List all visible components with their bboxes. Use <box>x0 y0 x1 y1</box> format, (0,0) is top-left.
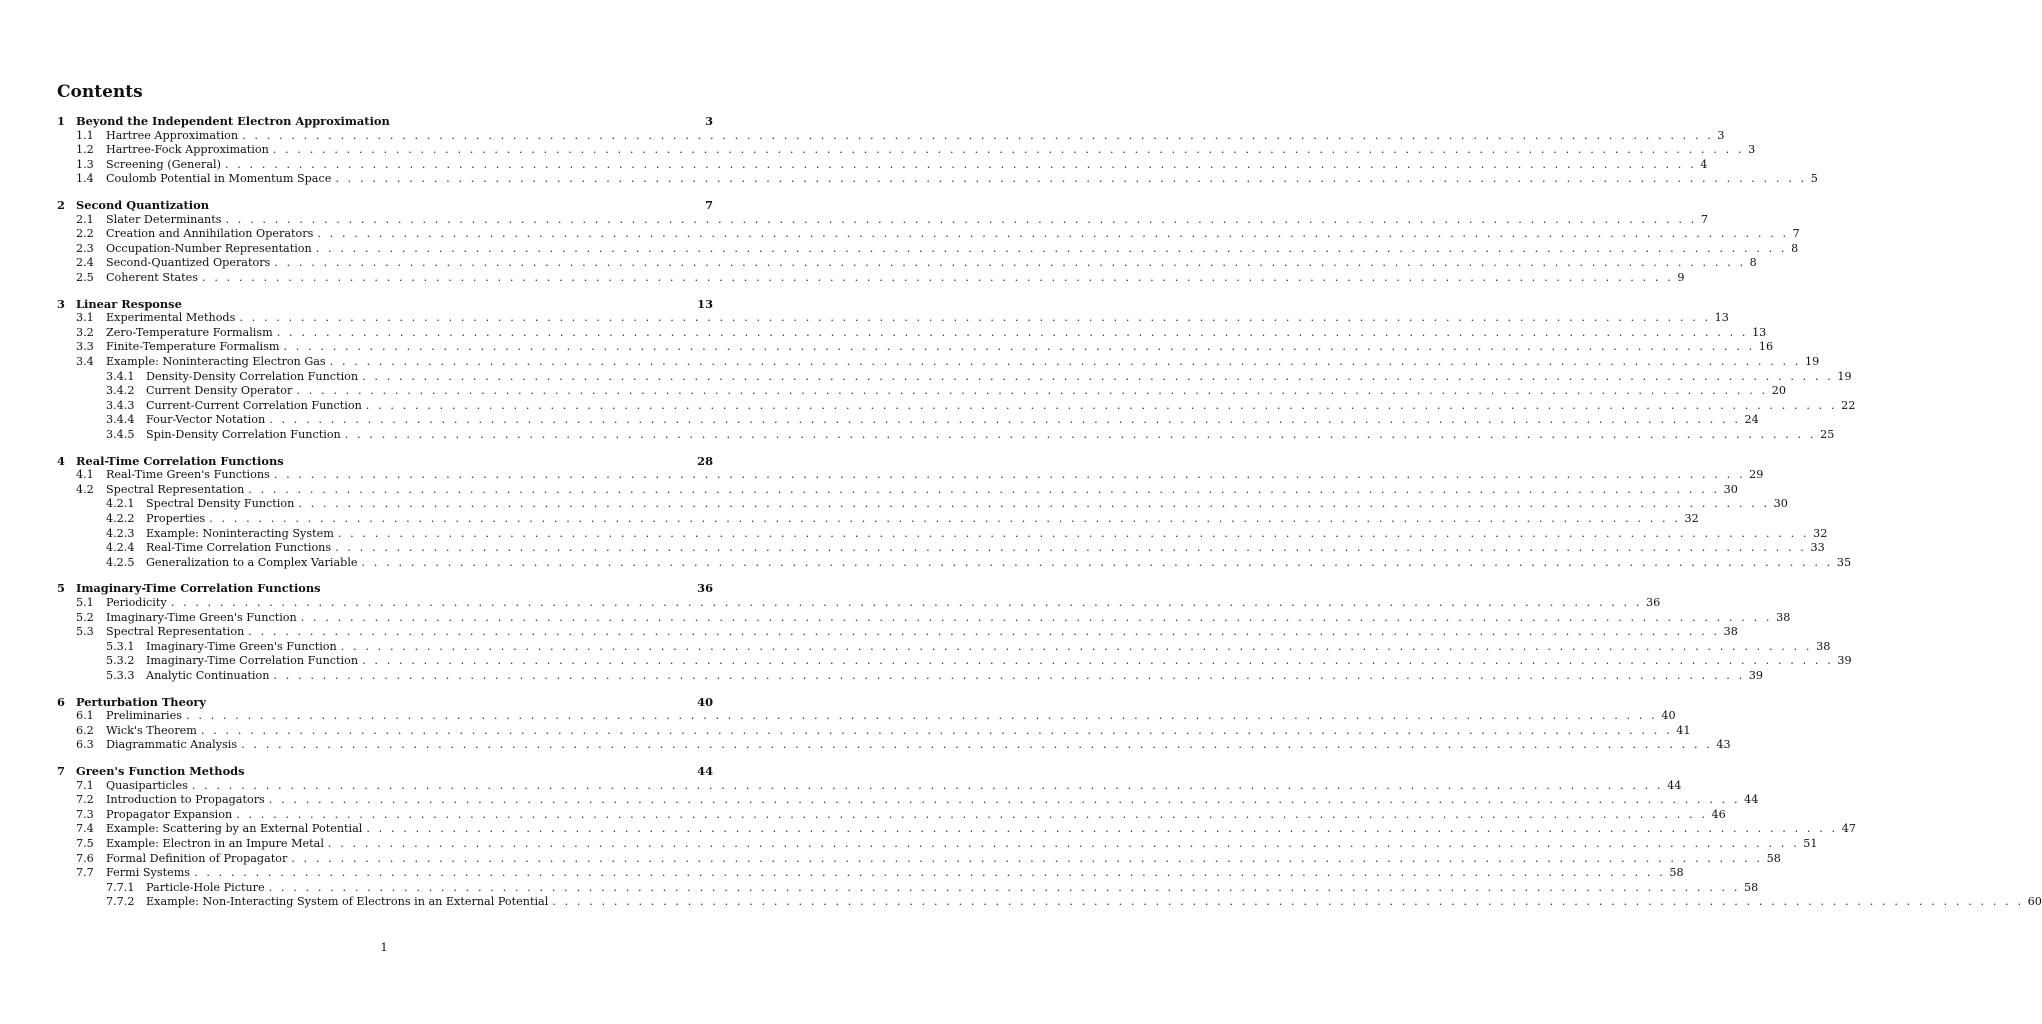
toc-entry-section[interactable] <box>57 325 1767 340</box>
toc-entry-number: 2.3 <box>76 241 94 255</box>
toc-entry-number: 1 <box>57 114 65 128</box>
toc-entry-page: 44 <box>697 764 713 778</box>
toc-entry-title: Spin-Density Correlation Function <box>146 428 341 441</box>
toc-entry-subsection[interactable] <box>57 669 1763 683</box>
toc-entry-title: Creation and Annihilation Operators <box>106 227 314 241</box>
toc-entry-section[interactable] <box>57 172 1818 186</box>
toc-leader-dots: . . . . . . . . . . . . . . . . . . . . . . . . . . . . . . . . . . . . . . . . . . . . . . . . . . . . . . . . . . . . . . . . . . . . . . . . . . . . . . . . . . . . . . . . . . . . . . . . . . . . . . . . . . . . . . . . . . . . . . . . <box>337 526 1810 540</box>
toc-entry-page: 44 <box>1667 778 1682 792</box>
toc-entry-title: Four-Vector Notation <box>146 413 266 427</box>
toc-entry-subsection[interactable] <box>57 512 1699 526</box>
toc-entry-title: Current-Current Correlation Function <box>146 398 362 412</box>
toc-entry-title: Diagrammatic Analysis <box>106 738 238 752</box>
toc-entry-title: Spectral Representation <box>106 625 245 639</box>
toc-leader-dots: . . . . . . . . . . . . . . . . . . . . . . . . . . . . . . . . . . . . . . . . . . . . . . . . . . . . . . . . . . . . . . . . . . . . . . . . . . . . . . . . . . . . . . . . . . . . . . . . . . . . . . . . . . . . . . . . . . . . . . . . <box>273 468 1746 482</box>
toc-entry-number: 5.3 <box>76 625 94 639</box>
toc-entry-number: 4.2.4 <box>106 541 135 555</box>
toc-entry-number: 5.3.3 <box>106 669 135 682</box>
toc-entry-page: 38 <box>1776 610 1791 624</box>
toc-leader-dots: . . . . . . . . . . . . . . . . . . . . . . . . . . . . . . . . . . . . . . . . . . . . . . . . . . . . . . . . . . . . . . . . . . . . . . . . . . . . . . . . . . . . . . . . . . . . . . . . . . . . . . . . . . . . . . . . . . . . . . . . <box>366 822 1838 836</box>
toc-leader-dots: . . . . . . . . . . . . . . . . . . . . . . . . . . . . . . . . . . . . . . . . . . . . . . . . . . . . . . . . . . . . . . . . . . . . . . . . . . . . . . . . . . . . . . . . . . . . . . . . . . . . . . . . . . . . . . . . . . . . . . . . <box>194 866 1666 880</box>
toc-leader-dots: . . . . . . . . . . . . . . . . . . . . . . . . . . . . . . . . . . . . . . . . . . . . . . . . . . . . . . . . . . . . . . . . . . . . . . . . . . . . . . . . . . . . . . . . . . . . . . . . . . . . . . . . . . . . . . . . . . . . . . . . <box>362 654 1834 668</box>
toc-entry-page: 38 <box>1816 639 1831 653</box>
toc-entry-number: 2.1 <box>76 212 94 226</box>
toc-entry-section[interactable] <box>57 807 1726 822</box>
toc-leader-dots: . . . . . . . . . . . . . . . . . . . . . . . . . . . . . . . . . . . . . . . . . . . . . . . . . . . . . . . . . . . . . . . . . . . . . . . . . . . . . . . . . . . . . . . . . . . . . . . . . . . . . . . . . . . . . . . . . . . . . . . . <box>236 807 1708 821</box>
toc-entry-title: Preliminaries <box>106 709 183 723</box>
toc-entry-section[interactable] <box>57 738 1731 752</box>
toc-leader-dots: . . . . . . . . . . . . . . . . . . . . . . . . . . . . . . . . . . . . . . . . . . . . . . . . . . . . . . . . . . . . . . . . . . . . . . . . . . . . . . . . . . . . . . . . . . . . . . . . . . . . . . . . . . . . . . . . . . . . . . . . <box>209 512 1681 525</box>
toc-entry-number: 7.7.2 <box>106 895 135 909</box>
toc-entry-number: 1.3 <box>76 157 94 171</box>
toc-entry-title: Generalization to a Complex Variable <box>146 555 358 569</box>
toc-entry-number: 3.4.4 <box>106 413 135 427</box>
toc-leader-dots: . . . . . . . . . . . . . . . . . . . . . . . . . . . . . . . . . . . . . . . . . . . . . . . . . . . . . . . . . . . . . . . . . . . . . . . . . . . . . . . . . . . . . . . . . . . . . . . . . . . . . . . . . . . . . . . . . . . . . . . . <box>298 497 1770 511</box>
toc-entry-number: 6.2 <box>76 723 94 737</box>
toc-entry-page: 19 <box>1837 369 1852 383</box>
toc-entry-page: 3 <box>1748 143 1756 157</box>
toc-entry-number: 4.1 <box>76 468 94 482</box>
toc-leader-dots: . . . . . . . . . . . . . . . . . . . . . . . . . . . . . . . . . . . . . . . . . . . . . . . . . . . . . . . . . . . . . . . . . . . . . . . . . . . . . . . . . . . . . . . . . . . . . . . . . . . . . . . . . . . . . . . . . . . . . . . . <box>361 555 1833 569</box>
toc-entry-page: 36 <box>1646 596 1661 609</box>
toc-entry-page: 22 <box>1841 398 1856 412</box>
toc-entry-page: 7 <box>705 198 713 212</box>
toc-entry-number: 3.4.5 <box>106 428 135 441</box>
toc-entry-page: 28 <box>697 453 713 468</box>
toc-leader-dots: . . . . . . . . . . . . . . . . . . . . . . . . . . . . . . . . . . . . . . . . . . . . . . . . . . . . . . . . . . . . . . . . . . . . . . . . . . . . . . . . . . . . . . . . . . . . . . . . . . . . . . . . . . . . . . . . . . . . . . . . <box>365 398 1838 412</box>
toc-entry-title: Real-Time Green's Functions <box>106 468 270 482</box>
toc-entry-section[interactable] <box>57 482 1738 497</box>
toc-entry-number: 7.7.1 <box>106 880 135 894</box>
toc-entry-number: 6.3 <box>76 738 94 752</box>
toc-entry-title: Linear Response <box>76 296 182 311</box>
toc-entry-title: Slater Determinants <box>106 212 222 226</box>
toc-entry-title: Current Density Operator <box>146 384 293 398</box>
toc-entry-number: 2.2 <box>76 227 94 241</box>
toc-entry-number: 2 <box>57 198 65 212</box>
toc-entry-title: Occupation-Number Representation <box>106 241 312 255</box>
toc-entry-number: 7.7 <box>76 866 94 880</box>
toc-leader-dots: . . . . . . . . . . . . . . . . . . . . . . . . . . . . . . . . . . . . . . . . . . . . . . . . . . . . . . . . . . . . . . . . . . . . . . . . . . . . . . . . . . . . . . . . . . . . . . . . . . . . . . . . . . . . . . . . . . . . . . . . <box>274 256 1746 270</box>
toc-entry-page: 8 <box>1791 241 1799 255</box>
toc-entry-section[interactable] <box>57 822 1856 836</box>
toc-leader-dots: . . . . . . . . . . . . . . . . . . . . . . . . . . . . . . . . . . . . . . . . . . . . . . . . . . . . . . . . . . . . . . . . . . . . . . . . . . . . . . . . . . . . . . . . . . . . . . . . . . . . . . . . . . . . . . . . . . . . . . . . <box>200 723 1673 737</box>
toc-entry-section[interactable] <box>57 778 1682 793</box>
toc-entry-number: 1.4 <box>76 172 94 186</box>
toc-entry-number: 5.3.2 <box>106 654 135 668</box>
toc-entry-section[interactable] <box>57 709 1676 723</box>
toc-entry-chapter[interactable] <box>57 695 713 709</box>
toc-entry-title: Imaginary-Time Green's Function <box>106 610 297 624</box>
toc-entry-page: 32 <box>1684 512 1699 525</box>
toc-entry-section[interactable] <box>57 723 1691 738</box>
toc-entry-title: Wick's Theorem <box>106 723 197 737</box>
toc-leader-dots: . . . . . . . . . . . . . . . . . . . . . . . . . . . . . . . . . . . . . . . . . . . . . . . . . . . . . . . . . . . . . . . . . . . . . . . . . . . . . . . . . . . . . . . . . . . . . . . . . . . . . . . . . . . . . . . . . . . . . . . . <box>283 340 1755 354</box>
toc-leader-dots: . . . . . . . . . . . . . . . . . . . . . . . . . . . . . . . . . . . . . . . . . . . . . . . . . . . . . . . . . . . . . . . . . . . . . . . . . . . . . . . . . . . . . . . . . . . . . . . . . . . . . . . . . . . . . . . . . . . . . . . . <box>202 271 1674 284</box>
toc-entry-page: 19 <box>1805 355 1820 368</box>
toc-entry-number: 3.3 <box>76 340 94 354</box>
toc-entry-chapter[interactable] <box>57 454 713 468</box>
toc-entry-number: 4 <box>57 453 65 468</box>
toc-leader-dots: . . . . . . . . . . . . . . . . . . . . . . . . . . . . . . . . . . . . . . . . . . . . . . . . . . . . . . . . . . . . . . . . . . . . . . . . . . . . . . . . . . . . . . . . . . . . . . . . . . . . . . . . . . . . . . . . . . . . . . . . <box>335 172 1807 186</box>
toc-entry-section[interactable] <box>57 355 1820 369</box>
toc-entry-number: 4.2.2 <box>106 512 135 525</box>
toc-entry-title: Imaginary-Time Green's Function <box>146 639 337 653</box>
toc-entry-page: 39 <box>1837 654 1852 668</box>
toc-entry-page: 13 <box>697 296 713 311</box>
toc-entry-title: Experimental Methods <box>106 311 236 325</box>
toc-entry-number: 3.4.2 <box>106 384 135 398</box>
toc-entry-page: 7 <box>1792 227 1800 241</box>
toc-entry-page: 40 <box>1661 709 1676 723</box>
toc-entry-title: Real-Time Correlation Functions <box>146 541 332 555</box>
toc-entry-chapter[interactable] <box>57 297 713 311</box>
toc-entry-section[interactable] <box>57 212 1708 227</box>
toc-entry-section[interactable] <box>57 241 1799 256</box>
toc-leader-dots: . . . . . . . . . . . . . . . . . . . . . . . . . . . . . . . . . . . . . . . . . . . . . . . . . . . . . . . . . . . . . . . . . . . . . . . . . . . . . . . . . . . . . . . . . . . . . . . . . . . . . . . . . . . . . . . . . . . . . . . . <box>335 541 1807 555</box>
toc-entry-page: 41 <box>1676 723 1691 737</box>
toc-entry-number: 4.2 <box>76 482 94 496</box>
toc-entry-number: 5.1 <box>76 596 94 609</box>
toc-entry-title: Example: Non-Interacting System of Electrons in an External Potential <box>146 895 549 909</box>
toc-leader-dots: . . . . . . . . . . . . . . . . . . . . . . . . . . . . . . . . . . . . . . . . . . . . . . . . . . . . . . . . . . . . . . . . . . . . . . . . . . . . . . . . . . . . . . . . . . . . . . . . . . . . . . . . . . . . . . . . . . . . . . . . <box>170 596 1643 609</box>
toc-entry-page: 30 <box>1723 482 1738 496</box>
toc-entry-number: 3.1 <box>76 311 94 325</box>
toc-leader-dots: . . . . . . . . . . . . . . . . . . . . . . . . . . . . . . . . . . . . . . . . . . . . . . . . . . . . . . . . . . . . . . . . . . . . . . . . . . . . . . . . . . . . . . . . . . . . . . . . . . . . . . . . . . . . . . . . . . . . . . . . <box>276 325 1749 339</box>
toc-leader-dots: . . . . . . . . . . . . . . . . . . . . . . . . . . . . . . . . . . . . . . . . . . . . . . . . . . . . . . . . . . . . . . . . . . . . . . . . . . . . . . . . . . . . . . . . . . . . . . . . . . . . . . . . . . . . . . . . . . . . . . . . <box>273 669 1745 682</box>
toc-entry-page: 5 <box>1810 172 1818 186</box>
toc-entry-subsection[interactable] <box>57 880 1759 895</box>
toc-entry-page: 40 <box>697 694 713 709</box>
toc-entry-page: 35 <box>1836 555 1852 569</box>
toc-entry-page: 39 <box>1748 669 1763 682</box>
toc-entry-page: 20 <box>1771 384 1786 398</box>
toc-entry-section[interactable] <box>57 157 1708 172</box>
toc-leader-dots: . . . . . . . . . . . . . . . . . . . . . . . . . . . . . . . . . . . . . . . . . . . . . . . . . . . . . . . . . . . . . . . . . . . . . . . . . . . . . . . . . . . . . . . . . . . . . . . . . . . . . . . . . . . . . . . . . . . . . . . . <box>362 369 1834 383</box>
toc-entry-page: 16 <box>1758 340 1774 354</box>
toc-entry-section[interactable] <box>57 596 1661 610</box>
toc-entry-page: 36 <box>697 581 713 596</box>
toc-entry-page: 4 <box>1700 157 1708 171</box>
toc-entry-title: Imaginary-Time Correlation Function <box>146 654 359 668</box>
toc-entry-section[interactable] <box>57 227 1800 241</box>
toc-entry-title: Spectral Density Function <box>146 497 295 511</box>
toc-entry-title: Quasiparticles <box>106 778 188 792</box>
toc-entry-chapter[interactable] <box>57 198 713 212</box>
toc-leader-dots: . . . . . . . . . . . . . . . . . . . . . . . . . . . . . . . . . . . . . . . . . . . . . . . . . . . . . . . . . . . . . . . . . . . . . . . . . . . . . . . . . . . . . . . . . . . . . . . . . . . . . . . . . . . . . . . . . . . . . . . . <box>300 610 1773 624</box>
toc-leader-dots: . . . . . . . . . . . . . . . . . . . . . . . . . . . . . . . . . . . . . . . . . . . . . . . . . . . . . . . . . . . . . . . . . . . . . . . . . . . . . . . . . . . . . . . . . . . . . . . . . . . . . . . . . . . . . . . . . . . . . . . . <box>186 709 1658 723</box>
toc-entry-page: 58 <box>1766 851 1781 865</box>
toc-entry-section[interactable] <box>57 311 1729 325</box>
toc-entry-page: 58 <box>1669 866 1684 880</box>
page-number: 1 <box>380 941 388 954</box>
toc-entry-number: 3.4 <box>76 355 94 368</box>
toc-entry-page: 38 <box>1723 625 1738 639</box>
toc-entry-number: 7.3 <box>76 807 94 821</box>
toc-leader-dots: . . . . . . . . . . . . . . . . . . . . . . . . . . . . . . . . . . . . . . . . . . . . . . . . . . . . . . . . . . . . . . . . . . . . . . . . . . . . . . . . . . . . . . . . . . . . . . . . . . . . . . . . . . . . . . . . . . . . . . . . <box>272 143 1745 157</box>
toc-entry-number: 7 <box>57 764 65 778</box>
toc-entry-title: Formal Definition of Propagator <box>106 851 288 865</box>
toc-entry-subsection[interactable] <box>57 398 1856 413</box>
toc-entry-number: 1.1 <box>76 128 94 142</box>
toc-entry-page: 32 <box>1813 526 1828 540</box>
toc-entry-number: 7.5 <box>76 837 94 850</box>
toc-entry-section[interactable] <box>57 610 1791 625</box>
toc-leader-dots: . . . . . . . . . . . . . . . . . . . . . . . . . . . . . . . . . . . . . . . . . . . . . . . . . . . . . . . . . . . . . . . . . . . . . . . . . . . . . . . . . . . . . . . . . . . . . . . . . . . . . . . . . . . . . . . . . . . . . . . . <box>248 625 1720 639</box>
toc-entry-subsection[interactable] <box>57 541 1825 555</box>
toc-entry-page: 9 <box>1677 271 1685 284</box>
toc-leader-dots: . . . . . . . . . . . . . . . . . . . . . . . . . . . . . . . . . . . . . . . . . . . . . . . . . . . . . . . . . . . . . . . . . . . . . . . . . . . . . . . . . . . . . . . . . . . . . . . . . . . . . . . . . . . . . . . . . . . . . . . . <box>241 738 1713 752</box>
toc-entry-section[interactable] <box>57 143 1756 157</box>
toc-entry-section[interactable] <box>57 866 1684 880</box>
toc-entry-section[interactable] <box>57 625 1738 639</box>
toc-entry-subsection[interactable] <box>57 654 1852 668</box>
toc-entry-section[interactable] <box>57 340 1774 354</box>
toc-entry-title: Particle-Hole Picture <box>146 880 265 894</box>
toc-leader-dots: . . . . . . . . . . . . . . . . . . . . . . . . . . . . . . . . . . . . . . . . . . . . . . . . . . . . . . . . . . . . . . . . . . . . . . . . . . . . . . . . . . . . . . . . . . . . . . . . . . . . . . . . . . . . . . . . . . . . . . . . <box>327 837 1800 850</box>
toc-entry-page: 24 <box>1744 413 1759 427</box>
toc-entry-number: 3.4.1 <box>106 369 135 383</box>
toc-entry-section[interactable] <box>57 468 1764 482</box>
toc-entry-title: Zero-Temperature Formalism <box>106 325 273 339</box>
toc-entry-section[interactable] <box>57 256 1757 270</box>
toc-entry-title: Example: Scattering by an External Potential <box>106 822 363 836</box>
toc-entry-title: Second-Quantized Operators <box>106 256 271 270</box>
contents-heading: Contents <box>57 82 143 102</box>
toc-entry-page: 51 <box>1803 837 1818 850</box>
toc-entry-title: Beyond the Independent Electron Approximation <box>76 114 390 128</box>
toc-entry-title: Real-Time Correlation Functions <box>76 453 284 468</box>
toc-entry-title: Green's Function Methods <box>76 764 245 778</box>
toc-entry-title: Coulomb Potential in Momentum Space <box>106 172 332 186</box>
toc-entry-number: 3.4.3 <box>106 398 135 412</box>
toc-entry-page: 13 <box>1714 311 1729 325</box>
toc-entry-number: 6.1 <box>76 709 94 723</box>
toc-entry-title: Example: Noninteracting Electron Gas <box>106 355 326 368</box>
toc-leader-dots: . . . . . . . . . . . . . . . . . . . . . . . . . . . . . . . . . . . . . . . . . . . . . . . . . . . . . . . . . . . . . . . . . . . . . . . . . . . . . . . . . . . . . . . . . . . . . . . . . . . . . . . . . . . . . . . . . . . . . . . . <box>225 212 1697 226</box>
toc-entry-title: Example: Noninteracting System <box>146 526 334 540</box>
toc-entry-page: 46 <box>1711 807 1726 821</box>
toc-leader-dots: . . . . . . . . . . . . . . . . . . . . . . . . . . . . . . . . . . . . . . . . . . . . . . . . . . . . . . . . . . . . . . . . . . . . . . . . . . . . . . . . . . . . . . . . . . . . . . . . . . . . . . . . . . . . . . . . . . . . . . . . <box>268 793 1741 807</box>
toc-entry-page: 13 <box>1752 325 1767 339</box>
toc-entry-chapter[interactable] <box>57 581 713 595</box>
toc-entry-title: Introduction to Propagators <box>106 793 265 807</box>
toc-entry-subsection[interactable] <box>57 497 1788 511</box>
toc-entry-chapter[interactable] <box>57 764 713 778</box>
toc-entry-title: Analytic Continuation <box>146 669 270 682</box>
toc-entry-title: Imaginary-Time Correlation Functions <box>76 581 321 596</box>
toc-leader-dots: . . . . . . . . . . . . . . . . . . . . . . . . . . . . . . . . . . . . . . . . . . . . . . . . . . . . . . . . . . . . . . . . . . . . . . . . . . . . . . . . . . . . . . . . . . . . . . . . . . . . . . . . . . . . . . . . . . . . . . . . <box>296 384 1768 398</box>
toc-entry-section[interactable] <box>57 271 1685 285</box>
toc-entry-section[interactable] <box>57 793 1759 807</box>
toc-entry-page: 33 <box>1810 541 1825 555</box>
toc-entry-page: 7 <box>1700 212 1708 226</box>
toc-entry-page: 30 <box>1773 497 1788 511</box>
toc-entry-number: 5.2 <box>76 610 94 624</box>
toc-entry-title: Hartree Approximation <box>106 128 239 142</box>
toc-entry-title: Propagator Expansion <box>106 807 233 821</box>
toc-entry-number: 6 <box>57 694 65 709</box>
toc-entry-subsection[interactable] <box>57 639 1831 654</box>
toc-entry-number: 3.2 <box>76 325 94 339</box>
toc-entry-number: 7.4 <box>76 822 94 836</box>
toc-entry-title: Density-Density Correlation Function <box>146 369 359 383</box>
toc-entry-title: Second Quantization <box>76 198 209 212</box>
toc-entry-page: 25 <box>1820 428 1835 441</box>
toc-entry-page: 8 <box>1749 256 1757 270</box>
toc-entry-page: 58 <box>1743 880 1759 894</box>
toc-entry-number: 5 <box>57 581 65 596</box>
toc-entry-number: 2.4 <box>76 256 94 270</box>
toc-leader-dots: . . . . . . . . . . . . . . . . . . . . . . . . . . . . . . . . . . . . . . . . . . . . . . . . . . . . . . . . . . . . . . . . . . . . . . . . . . . . . . . . . . . . . . . . . . . . . . . . . . . . . . . . . . . . . . . . . . . . . . . . <box>269 413 1741 427</box>
toc-entry-page: 3 <box>1717 128 1725 142</box>
toc-entry-number: 4.2.5 <box>106 555 135 569</box>
toc-entry-title: Coherent States <box>106 271 199 284</box>
toc-entry-page: 47 <box>1841 822 1856 836</box>
toc-entry-section[interactable] <box>57 128 1725 143</box>
toc-entry-title: Finite-Temperature Formalism <box>106 340 280 354</box>
toc-entry-title: Screening (General) <box>106 157 221 171</box>
toc-entry-title: Perturbation Theory <box>76 694 207 709</box>
toc-entry-number: 5.3.1 <box>106 639 135 653</box>
toc-entry-number: 4.2.3 <box>106 526 135 540</box>
toc-entry-title: Properties <box>146 512 206 525</box>
toc-entry-number: 7.6 <box>76 851 94 865</box>
toc-entry-number: 7.2 <box>76 793 94 807</box>
toc-entry-page: 44 <box>1744 793 1759 807</box>
toc-entry-subsection[interactable] <box>57 895 2042 909</box>
toc-entry-number: 4.2.1 <box>106 497 135 511</box>
toc-entry-number: 1.2 <box>76 143 94 157</box>
toc-entry-page: 43 <box>1716 738 1731 752</box>
toc-leader-dots: . . . . . . . . . . . . . . . . . . . . . . . . . . . . . . . . . . . . . . . . . . . . . . . . . . . . . . . . . . . . . . . . . . . . . . . . . . . . . . . . . . . . . . . . . . . . . . . . . . . . . . . . . . . . . . . . . . . . . . . . <box>329 355 1801 368</box>
toc-leader-dots: . . . . . . . . . . . . . . . . . . . . . . . . . . . . . . . . . . . . . . . . . . . . . . . . . . . . . . . . . . . . . . . . . . . . . . . . . . . . . . . . . . . . . . . . . . . . . . . . . . . . . . . . . . . . . . . . . . . . . . . . <box>268 880 1740 894</box>
toc-leader-dots: . . . . . . . . . . . . . . . . . . . . . . . . . . . . . . . . . . . . . . . . . . . . . . . . . . . . . . . . . . . . . . . . . . . . . . . . . . . . . . . . . . . . . . . . . . . . . . . . . . . . . . . . . . . . . . . . . . . . . . . . <box>224 157 1697 171</box>
toc-leader-dots: . . . . . . . . . . . . . . . . . . . . . . . . . . . . . . . . . . . . . . . . . . . . . . . . . . . . . . . . . . . . . . . . . . . . . . . . . . . . . . . . . . . . . . . . . . . . . . . . . . . . . . . . . . . . . . . . . . . . . . . . <box>317 227 1789 241</box>
toc-leader-dots: . . . . . . . . . . . . . . . . . . . . . . . . . . . . . . . . . . . . . . . . . . . . . . . . . . . . . . . . . . . . . . . . . . . . . . . . . . . . . . . . . . . . . . . . . . . . . . . . . . . . . . . . . . . . . . . . . . . . . . . . <box>242 128 1714 142</box>
toc-entry-title: Example: Electron in an Impure Metal <box>106 837 324 850</box>
toc-entry-subsection[interactable] <box>57 428 1835 442</box>
toc-entry-page: 29 <box>1749 468 1764 482</box>
toc-entry-title: Spectral Representation <box>106 482 245 496</box>
toc-entry-subsection[interactable] <box>57 384 1786 398</box>
toc-leader-dots: . . . . . . . . . . . . . . . . . . . . . . . . . . . . . . . . . . . . . . . . . . . . . . . . . . . . . . . . . . . . . . . . . . . . . . . . . . . . . . . . . . . . . . . . . . . . . . . . . . . . . . . . . . . . . . . . . . . . . . . . <box>248 482 1720 496</box>
toc-entry-title: Hartree-Fock Approximation <box>106 143 269 157</box>
toc-entry-title: Fermi Systems <box>106 866 191 880</box>
toc-entry-section[interactable] <box>57 837 1818 851</box>
toc-entry-page: 60 <box>2027 895 2042 909</box>
toc-entry-subsection[interactable] <box>57 555 1852 570</box>
toc-entry-subsection[interactable] <box>57 413 1759 427</box>
toc-entry-title: Periodicity <box>106 596 167 609</box>
toc-entry-section[interactable] <box>57 851 1781 866</box>
toc-entry-number: 3 <box>57 296 65 311</box>
toc-entry-subsection[interactable] <box>57 369 1852 384</box>
toc-leader-dots: . . . . . . . . . . . . . . . . . . . . . . . . . . . . . . . . . . . . . . . . . . . . . . . . . . . . . . . . . . . . . . . . . . . . . . . . . . . . . . . . . . . . . . . . . . . . . . . . . . . . . . . . . . . . . . . . . . . . . . . . <box>239 311 1711 325</box>
toc-leader-dots: . . . . . . . . . . . . . . . . . . . . . . . . . . . . . . . . . . . . . . . . . . . . . . . . . . . . . . . . . . . . . . . . . . . . . . . . . . . . . . . . . . . . . . . . . . . . . . . . . . . . . . . . . . . . . . . . . . . . . . . . <box>315 241 1788 255</box>
toc-entry-subsection[interactable] <box>57 526 1828 541</box>
toc-leader-dots: . . . . . . . . . . . . . . . . . . . . . . . . . . . . . . . . . . . . . . . . . . . . . . . . . . . . . . . . . . . . . . . . . . . . . . . . . . . . . . . . . . . . . . . . . . . . . . . . . . . . . . . . . . . . . . . . . . . . . . . . <box>344 428 1817 441</box>
toc-leader-dots: . . . . . . . . . . . . . . . . . . . . . . . . . . . . . . . . . . . . . . . . . . . . . . . . . . . . . . . . . . . . . . . . . . . . . . . . . . . . . . . . . . . . . . . . . . . . . . . . . . . . . . . . . . . . . . . . . . . . . . . . <box>191 778 1664 792</box>
toc-entry-number: 2.5 <box>76 271 94 284</box>
toc-leader-dots: . . . . . . . . . . . . . . . . . . . . . . . . . . . . . . . . . . . . . . . . . . . . . . . . . . . . . . . . . . . . . . . . . . . . . . . . . . . . . . . . . . . . . . . . . . . . . . . . . . . . . . . . . . . . . . . . . . . . . . . . <box>552 895 2024 909</box>
toc-entry-page: 3 <box>705 114 713 128</box>
toc-leader-dots: . . . . . . . . . . . . . . . . . . . . . . . . . . . . . . . . . . . . . . . . . . . . . . . . . . . . . . . . . . . . . . . . . . . . . . . . . . . . . . . . . . . . . . . . . . . . . . . . . . . . . . . . . . . . . . . . . . . . . . . . <box>340 639 1813 653</box>
toc-leader-dots: . . . . . . . . . . . . . . . . . . . . . . . . . . . . . . . . . . . . . . . . . . . . . . . . . . . . . . . . . . . . . . . . . . . . . . . . . . . . . . . . . . . . . . . . . . . . . . . . . . . . . . . . . . . . . . . . . . . . . . . . <box>291 851 1763 865</box>
toc-entry-chapter[interactable] <box>57 114 713 128</box>
toc-entry-number: 7.1 <box>76 778 94 792</box>
